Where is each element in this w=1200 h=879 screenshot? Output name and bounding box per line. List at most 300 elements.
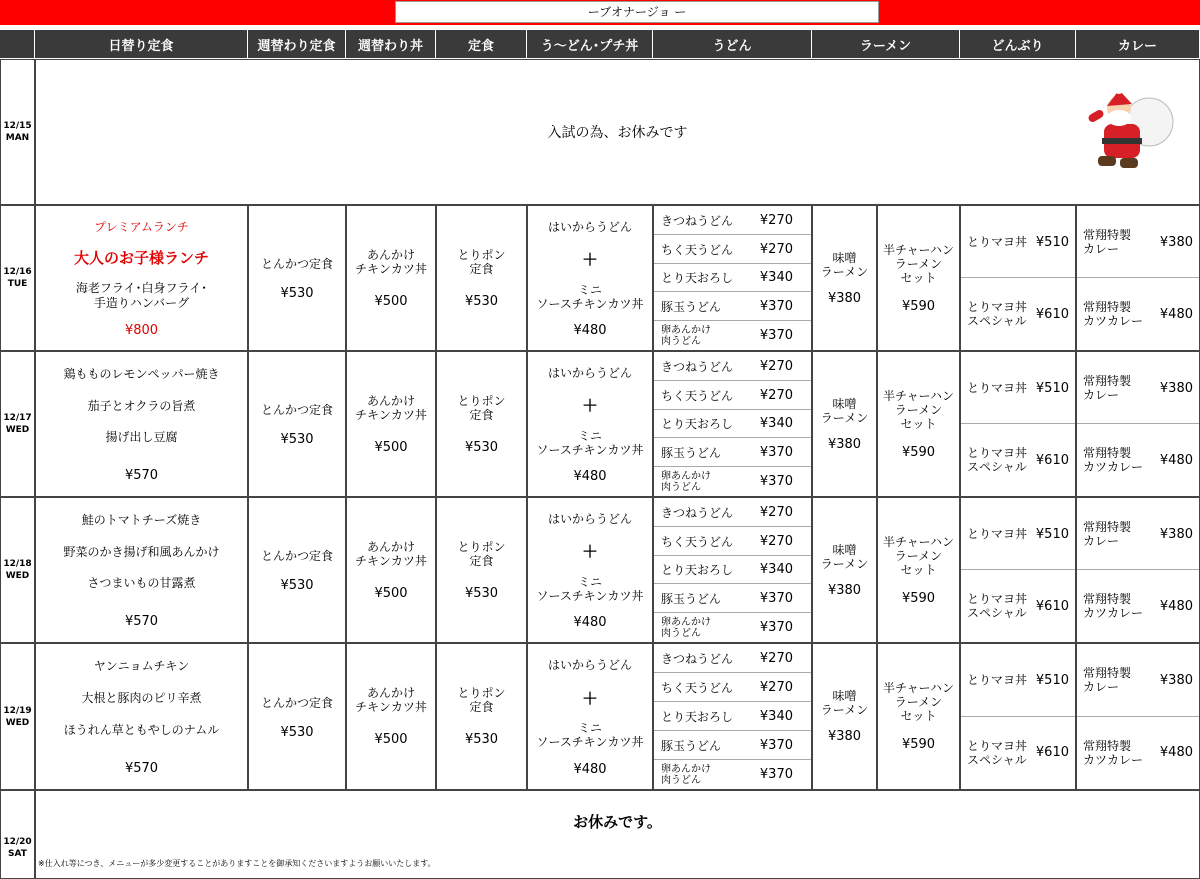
column-header: どんぶり bbox=[960, 30, 1076, 58]
udon-price: ¥370 bbox=[759, 738, 793, 753]
curry-item-price bbox=[1160, 644, 1193, 717]
donburi-l1: とりマヨ丼 bbox=[967, 235, 1028, 249]
weekly-set bbox=[248, 643, 346, 790]
daily-name: 大人のお子様ランチ bbox=[73, 249, 209, 268]
weekly-set bbox=[248, 351, 346, 497]
curry-item-price bbox=[1160, 717, 1193, 790]
ramen-a-l1: 味噌 bbox=[832, 542, 857, 557]
udon-name-1: 卵あんかけ bbox=[661, 616, 711, 628]
column-header: うどん bbox=[653, 30, 812, 58]
udon-item-price bbox=[760, 235, 793, 264]
udon-list bbox=[653, 497, 812, 643]
udon-name: きつねうどん bbox=[661, 359, 734, 374]
teishoku-l2: 定食 bbox=[469, 407, 494, 422]
teishoku-name bbox=[457, 248, 505, 276]
ramen-set bbox=[877, 643, 960, 790]
udon-item-name bbox=[661, 381, 733, 410]
curry-price: ¥380 bbox=[1159, 380, 1193, 396]
udon-item-name bbox=[661, 206, 733, 235]
udon-petit-l2: ミニ bbox=[577, 721, 602, 736]
ramen-a-l1: 味噌 bbox=[832, 689, 857, 703]
daily-item-1: 鶏もものレモンペッパー焼き bbox=[63, 367, 220, 382]
daily-item-1: ヤンニョムチキン bbox=[93, 659, 190, 674]
donburi-l1: とりマヨ丼 bbox=[967, 300, 1028, 314]
curry-l2: カツカレー bbox=[1083, 606, 1144, 620]
weekly-don-l2: チキンカツ丼 bbox=[355, 261, 427, 276]
donburi-item-name bbox=[967, 717, 1027, 790]
teishoku-price: ¥530 bbox=[464, 293, 499, 309]
ramen-a-price: ¥380 bbox=[827, 729, 862, 744]
udon-item-price bbox=[760, 410, 793, 439]
udon-item-price bbox=[760, 644, 793, 673]
ramen-a-l1: 味噌 bbox=[832, 250, 857, 265]
udon-item bbox=[654, 613, 811, 642]
donburi-item-name bbox=[967, 278, 1027, 350]
udon-name: とり天おろし bbox=[661, 710, 734, 724]
udon-item-price bbox=[760, 292, 793, 321]
weekly-set-name: とんかつ定食 bbox=[260, 403, 333, 417]
day-date: 12/15 bbox=[3, 121, 32, 131]
udon-item-price bbox=[760, 438, 793, 467]
weekly-don-price: ¥500 bbox=[374, 439, 408, 455]
ramen-a-l2: ラーメン bbox=[820, 410, 869, 425]
donburi-item bbox=[961, 498, 1075, 570]
udon-petit-plus: ＋ bbox=[581, 688, 598, 708]
udon-item-name bbox=[661, 613, 711, 642]
curry-item-price bbox=[1160, 206, 1193, 278]
donburi-item-name bbox=[967, 498, 1027, 570]
udon-item bbox=[654, 498, 811, 527]
teishoku-l1: とりポン bbox=[457, 686, 506, 700]
footnote: ※仕入れ等につき、メニューが多少変更することがありますことを御承知くださいますようお願いいたします。 bbox=[38, 859, 436, 868]
udon-name: ちく天うどん bbox=[661, 242, 734, 257]
udon-name: ちく天うどん bbox=[661, 388, 734, 403]
udon-petit-price: ¥480 bbox=[573, 468, 607, 484]
curry-l1: 常翔特製 bbox=[1083, 592, 1132, 606]
day-label-cell bbox=[0, 205, 35, 351]
donburi-price: ¥610 bbox=[1035, 598, 1069, 614]
udon-item-name bbox=[661, 556, 733, 585]
udon-petit-l2: ミニ bbox=[577, 574, 602, 589]
weekly-don-price: ¥500 bbox=[374, 732, 408, 747]
donburi-list bbox=[960, 205, 1076, 351]
weekly-set-price: ¥530 bbox=[280, 578, 314, 593]
day-label bbox=[3, 412, 31, 436]
udon-petit-price: ¥480 bbox=[573, 614, 607, 630]
curry-price: ¥480 bbox=[1159, 745, 1193, 761]
curry-item-name bbox=[1083, 352, 1131, 424]
donburi-price: ¥510 bbox=[1035, 672, 1069, 688]
udon-list bbox=[653, 205, 812, 351]
donburi-list bbox=[960, 643, 1076, 790]
day-label-cell bbox=[0, 643, 35, 790]
day-of-week: WED bbox=[5, 425, 30, 435]
udon-name: ちく天うどん bbox=[661, 681, 734, 695]
udon-petit-don bbox=[527, 497, 653, 643]
weekly-set-price: ¥530 bbox=[280, 432, 314, 447]
udon-item-name bbox=[661, 760, 711, 789]
daily-price: ¥570 bbox=[124, 467, 159, 483]
weekly-don-price: ¥500 bbox=[374, 585, 408, 601]
donburi-l2: スペシャル bbox=[967, 606, 1027, 620]
curry-price: ¥380 bbox=[1159, 672, 1193, 688]
donburi-item bbox=[961, 206, 1075, 278]
teishoku-name bbox=[457, 540, 505, 568]
weekly-set-price: ¥530 bbox=[280, 286, 314, 301]
donburi-item bbox=[961, 644, 1075, 717]
daily-price: ¥570 bbox=[124, 760, 159, 776]
weekly-don-l1: あんかけ bbox=[366, 247, 415, 262]
udon-name: とり天おろし bbox=[661, 271, 734, 286]
day-label-cell bbox=[0, 497, 35, 643]
donburi-item-name bbox=[967, 352, 1027, 424]
curry-list bbox=[1076, 497, 1200, 643]
curry-l2: カツカレー bbox=[1083, 752, 1144, 767]
teishoku-name bbox=[457, 394, 505, 422]
day-of-week: SAT bbox=[8, 849, 27, 859]
day-of-week: WED bbox=[5, 571, 30, 581]
weekly-don bbox=[346, 643, 436, 790]
donburi-l2: スペシャル bbox=[967, 314, 1027, 328]
weekly-set-name: とんかつ定食 bbox=[260, 257, 333, 271]
curry-item-name bbox=[1083, 424, 1143, 496]
ramen-miso-name bbox=[821, 689, 868, 717]
ramen-miso bbox=[812, 643, 877, 790]
udon-name: きつねうどん bbox=[661, 652, 734, 666]
udon-item bbox=[654, 673, 811, 702]
udon-name: きつねうどん bbox=[661, 505, 734, 520]
donburi-list bbox=[960, 351, 1076, 497]
udon-item-name bbox=[661, 673, 733, 702]
udon-petit-don bbox=[527, 351, 653, 497]
ramen-miso bbox=[812, 205, 877, 351]
udon-item-name bbox=[661, 264, 733, 293]
teishoku-name bbox=[457, 686, 505, 714]
curry-l2: カツカレー bbox=[1083, 460, 1144, 474]
curry-item-name bbox=[1083, 498, 1131, 570]
udon-price: ¥270 bbox=[759, 241, 793, 257]
curry-item-price bbox=[1160, 498, 1193, 570]
udon-item bbox=[654, 467, 811, 496]
day-label bbox=[3, 705, 31, 729]
ramen-b-l2: ラーメン bbox=[894, 548, 943, 563]
udon-item-price bbox=[760, 702, 793, 731]
ramen-set bbox=[877, 205, 960, 351]
daily-item-3: さつまいもの甘露煮 bbox=[87, 576, 196, 591]
donburi-item bbox=[961, 424, 1075, 496]
daily-desc-2: 手造りハンバーグ bbox=[93, 295, 190, 310]
udon-item-price bbox=[760, 673, 793, 702]
weekly-don-l2: チキンカツ丼 bbox=[355, 700, 427, 714]
weekly-set-name: とんかつ定食 bbox=[260, 695, 333, 710]
weekly-don bbox=[346, 205, 436, 351]
ramen-b-l3: セット bbox=[900, 562, 937, 577]
daily-item-3: ほうれん草ともやしのナムル bbox=[63, 722, 220, 737]
ramen-set-name bbox=[883, 243, 954, 285]
ramen-b-l3: セット bbox=[900, 709, 937, 723]
udon-petit-plus: ＋ bbox=[581, 396, 598, 416]
curry-l1: 常翔特製 bbox=[1083, 374, 1132, 388]
donburi-item bbox=[961, 278, 1075, 350]
udon-item bbox=[654, 352, 811, 381]
donburi-l1: とりマヨ丼 bbox=[967, 738, 1028, 753]
teishoku-price: ¥530 bbox=[464, 732, 499, 747]
curry-l1: 常翔特製 bbox=[1083, 520, 1132, 534]
udon-item bbox=[654, 584, 811, 613]
udon-price: ¥370 bbox=[759, 445, 793, 461]
curry-price: ¥380 bbox=[1159, 234, 1193, 250]
day-date: 12/18 bbox=[3, 559, 32, 569]
udon-item bbox=[654, 292, 811, 321]
udon-item-price bbox=[760, 613, 793, 642]
donburi-l2: スペシャル bbox=[967, 752, 1027, 767]
udon-item-name bbox=[661, 235, 733, 264]
curry-list bbox=[1076, 643, 1200, 790]
udon-item-price bbox=[760, 731, 793, 760]
udon-petit-l1: はいからうどん bbox=[547, 658, 632, 673]
udon-name-2: 肉うどん bbox=[661, 335, 701, 347]
udon-name-1: 卵あんかけ bbox=[661, 763, 711, 775]
donburi-l1: とりマヨ丼 bbox=[967, 381, 1028, 395]
udon-petit-price: ¥480 bbox=[573, 761, 607, 777]
weekly-don-price: ¥500 bbox=[374, 293, 408, 309]
donburi-price: ¥610 bbox=[1035, 306, 1069, 322]
column-header: う〜どん･プチ丼 bbox=[527, 30, 653, 58]
weekly-don-l2: チキンカツ丼 bbox=[355, 407, 427, 422]
donburi-l1: とりマヨ丼 bbox=[967, 592, 1028, 606]
udon-price: ¥340 bbox=[759, 270, 793, 286]
daily-item-3: 揚げ出し豆腐 bbox=[105, 430, 178, 445]
day-of-week: WED bbox=[5, 717, 30, 728]
udon-item-name bbox=[661, 292, 721, 321]
curry-l2: カレー bbox=[1083, 534, 1120, 548]
ramen-miso bbox=[812, 497, 877, 643]
curry-item bbox=[1077, 206, 1199, 278]
ramen-set-name bbox=[883, 535, 954, 577]
udon-petit-plus: ＋ bbox=[581, 250, 598, 270]
udon-name: とり天おろし bbox=[661, 563, 734, 578]
ramen-set bbox=[877, 351, 960, 497]
daily-item-2: 大根と豚肉のピリ辛煮 bbox=[81, 691, 202, 706]
day-label bbox=[3, 558, 31, 582]
curry-l2: カレー bbox=[1083, 242, 1120, 256]
ramen-set bbox=[877, 497, 960, 643]
donburi-item-name bbox=[967, 644, 1027, 717]
udon-petit-don bbox=[527, 643, 653, 790]
curry-price: ¥480 bbox=[1159, 306, 1193, 322]
udon-price: ¥340 bbox=[759, 416, 793, 432]
teishoku-price: ¥530 bbox=[464, 585, 499, 601]
donburi-item-name bbox=[967, 570, 1027, 642]
udon-price: ¥270 bbox=[759, 387, 793, 403]
curry-l1: 常翔特製 bbox=[1083, 666, 1132, 681]
teishoku bbox=[436, 643, 527, 790]
donburi-price: ¥510 bbox=[1035, 526, 1069, 542]
udon-item-price bbox=[760, 556, 793, 585]
udon-name: 豚玉うどん bbox=[661, 300, 722, 315]
day-date: 12/16 bbox=[3, 267, 32, 277]
teishoku bbox=[436, 351, 527, 497]
udon-item-name bbox=[661, 352, 733, 381]
udon-item-name bbox=[661, 527, 733, 556]
udon-item-price bbox=[760, 206, 793, 235]
udon-item-price bbox=[760, 321, 793, 350]
ramen-a-price: ¥380 bbox=[827, 290, 862, 306]
udon-item-name bbox=[661, 498, 733, 527]
udon-petit-l1: はいからうどん bbox=[547, 512, 632, 527]
udon-item bbox=[654, 264, 811, 293]
udon-price: ¥370 bbox=[759, 328, 793, 344]
curry-item-name bbox=[1083, 570, 1143, 642]
udon-name: きつねうどん bbox=[661, 213, 734, 228]
ramen-a-price: ¥380 bbox=[827, 436, 862, 452]
teishoku-l2: 定食 bbox=[469, 261, 494, 276]
udon-price: ¥370 bbox=[759, 299, 793, 315]
udon-item-name bbox=[661, 731, 721, 760]
udon-name: 豚玉うどん bbox=[661, 739, 722, 753]
udon-price: ¥270 bbox=[759, 680, 793, 695]
udon-name-2: 肉うどん bbox=[661, 774, 701, 786]
curry-item-price bbox=[1160, 352, 1193, 424]
day-label bbox=[3, 120, 31, 144]
udon-item-price bbox=[760, 381, 793, 410]
donburi-item-name bbox=[967, 206, 1027, 278]
udon-item-name bbox=[661, 644, 733, 673]
teishoku-l1: とりポン bbox=[457, 247, 506, 262]
curry-item bbox=[1077, 352, 1199, 424]
ramen-miso-name bbox=[821, 397, 868, 425]
udon-item bbox=[654, 527, 811, 556]
ramen-b-l2: ラーメン bbox=[894, 695, 943, 709]
ramen-b-price: ¥590 bbox=[901, 737, 936, 752]
udon-price: ¥370 bbox=[759, 591, 793, 607]
curry-price: ¥480 bbox=[1159, 452, 1193, 468]
udon-list bbox=[653, 643, 812, 790]
donburi-l2: スペシャル bbox=[967, 460, 1027, 474]
curry-l1: 常翔特製 bbox=[1083, 738, 1132, 753]
column-header: 日替り定食 bbox=[35, 30, 248, 58]
donburi-item-price bbox=[1036, 206, 1069, 278]
header-blank bbox=[0, 30, 35, 58]
udon-item-price bbox=[760, 527, 793, 556]
udon-item-price bbox=[760, 352, 793, 381]
curry-item bbox=[1077, 717, 1199, 790]
donburi-list bbox=[960, 497, 1076, 643]
ramen-b-l2: ラーメン bbox=[894, 402, 943, 417]
curry-item-name bbox=[1083, 644, 1131, 717]
udon-item bbox=[654, 381, 811, 410]
weekly-don bbox=[346, 351, 436, 497]
udon-petit-l3: ソースチキンカツ丼 bbox=[536, 296, 644, 311]
weekly-don-l1: あんかけ bbox=[366, 539, 415, 554]
donburi-item-name bbox=[967, 424, 1027, 496]
donburi-price: ¥510 bbox=[1035, 380, 1069, 396]
day-of-week: MAN bbox=[5, 133, 30, 143]
udon-item-price bbox=[760, 760, 793, 789]
teishoku-l2: 定食 bbox=[469, 553, 494, 568]
weekly-don bbox=[346, 497, 436, 643]
udon-item-name bbox=[661, 702, 733, 731]
curry-l2: カレー bbox=[1083, 388, 1120, 402]
curry-item-name bbox=[1083, 717, 1143, 790]
curry-item bbox=[1077, 570, 1199, 642]
weekly-don-l1: あんかけ bbox=[366, 686, 415, 700]
daily-price: ¥570 bbox=[124, 613, 159, 629]
udon-item bbox=[654, 556, 811, 585]
column-header: カレー bbox=[1076, 30, 1200, 58]
curry-item bbox=[1077, 644, 1199, 717]
curry-l2: カレー bbox=[1083, 680, 1120, 695]
curry-list bbox=[1076, 351, 1200, 497]
udon-price: ¥270 bbox=[759, 651, 793, 666]
udon-item bbox=[654, 702, 811, 731]
udon-item-name bbox=[661, 467, 711, 496]
ramen-b-price: ¥590 bbox=[901, 298, 936, 314]
day-date: 12/19 bbox=[3, 705, 32, 716]
udon-petit-l1: はいからうどん bbox=[547, 220, 632, 235]
ramen-b-l1: 半チャーハン bbox=[882, 534, 955, 549]
udon-petit-don bbox=[527, 205, 653, 351]
donburi-item-price bbox=[1036, 570, 1069, 642]
ramen-a-l2: ラーメン bbox=[820, 264, 869, 279]
donburi-item bbox=[961, 570, 1075, 642]
day-label-cell bbox=[0, 351, 35, 497]
udon-petit-l3: ソースチキンカツ丼 bbox=[536, 588, 644, 603]
day-date: 12/17 bbox=[3, 413, 32, 423]
udon-list bbox=[653, 351, 812, 497]
daily-desc bbox=[76, 281, 207, 311]
udon-item-name bbox=[661, 438, 721, 467]
daily-desc-1: 海老フライ･白身フライ･ bbox=[75, 280, 208, 295]
curry-item bbox=[1077, 278, 1199, 350]
page-title: ーブオナージョ ー bbox=[395, 1, 879, 23]
day-label-cell bbox=[0, 790, 35, 879]
curry-item-price bbox=[1160, 278, 1193, 350]
weekly-don-name bbox=[355, 686, 427, 714]
ramen-b-l3: セット bbox=[900, 270, 937, 285]
ramen-set-name bbox=[883, 681, 954, 723]
closed-notice bbox=[35, 59, 1200, 205]
santa-illustration bbox=[1074, 84, 1174, 174]
ramen-set-name bbox=[883, 389, 954, 431]
udon-petit-l3: ソースチキンカツ丼 bbox=[536, 735, 644, 750]
udon-price: ¥370 bbox=[759, 474, 793, 490]
ramen-a-l1: 味噌 bbox=[832, 396, 857, 411]
udon-price: ¥340 bbox=[759, 562, 793, 578]
donburi-l1: とりマヨ丼 bbox=[967, 527, 1028, 541]
udon-item bbox=[654, 410, 811, 439]
curry-l1: 常翔特製 bbox=[1083, 300, 1132, 314]
donburi-l1: とりマヨ丼 bbox=[967, 446, 1028, 460]
udon-item bbox=[654, 644, 811, 673]
donburi-price: ¥610 bbox=[1035, 745, 1069, 761]
udon-price: ¥270 bbox=[759, 504, 793, 520]
day-label bbox=[3, 836, 31, 860]
curry-item-price bbox=[1160, 424, 1193, 496]
teishoku-price: ¥530 bbox=[464, 439, 499, 455]
ramen-b-l1: 半チャーハン bbox=[882, 388, 955, 403]
weekly-set-name: とんかつ定食 bbox=[260, 549, 333, 563]
weekly-set-price: ¥530 bbox=[280, 724, 314, 740]
donburi-price: ¥610 bbox=[1035, 452, 1069, 468]
donburi-l1: とりマヨ丼 bbox=[967, 673, 1028, 688]
curry-item-name bbox=[1083, 206, 1131, 278]
ramen-a-l2: ラーメン bbox=[820, 703, 869, 717]
udon-item bbox=[654, 438, 811, 467]
weekly-don-name bbox=[355, 248, 427, 276]
curry-price: ¥480 bbox=[1159, 598, 1193, 614]
daily-special bbox=[35, 643, 248, 790]
